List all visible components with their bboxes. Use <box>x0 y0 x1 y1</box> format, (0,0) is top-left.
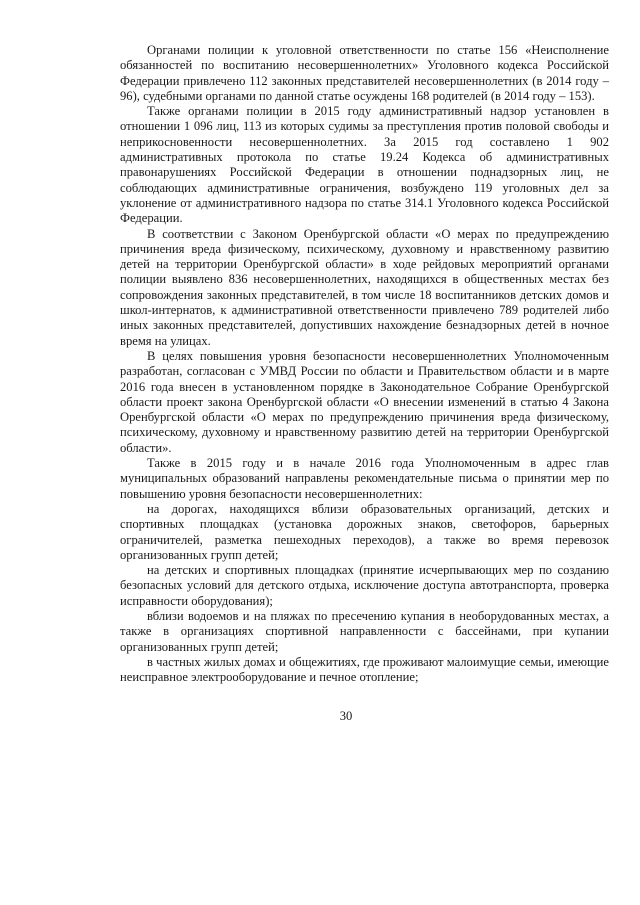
list-item-playgrounds: на детских и спортивных площадках (принятие исчерпывающих мер по созданию безопасных условий для детского отдыха, исключение доступа автотранспорта, проверка исправности оборудования); <box>120 563 609 608</box>
paragraph-administrative-supervision: Также органами полиции в 2015 году административный надзор установлен в отношении 1 096 лиц, 113 из которых судимы за преступления против половой свободы и неприкосновенности несовершеннолетних. За 2015 год составлено 1 902 административных протокола по статье 19.24 Кодекса об административных правонарушениях Российской Федерации в отношении поднадзорных лиц, не соблюдающих административные ограничения, возбуждено 119 уголовных дел за уклонение от административного надзора по статье 314.1 Уголовного кодекса Российской Федерации. <box>120 104 609 226</box>
list-item-water-bodies: вблизи водоемов и на пляжах по пресечению купания в необорудованных местах, а также в организациях спортивной направленности с бассейнами, при купании организованных групп детей; <box>120 608 609 654</box>
paragraph-criminal-liability: Органами полиции к уголовной ответственности по статье 156 «Неисполнение обязанностей по воспитанию несовершеннолетних» Уголовного кодекса Российской Федерации привлечено 112 законных представителей несовершеннолетних (в 2014 году – 96), судебными органами по данной статье осуждены 168 родителей (в 2014 году – 153). <box>120 43 609 103</box>
paragraph-recommendation-letters: Также в 2015 году и в начале 2016 года Уполномоченным в адрес глав муниципальных образований направлены рекомендательные письма о принятии мер по повышению уровня безопасности несовершеннолетних: <box>120 456 609 501</box>
document-body <box>120 43 609 685</box>
paragraph-draft-law: В целях повышения уровня безопасности несовершеннолетних Уполномоченным разработан, согласован с УМВД России по области и Правительством области и в марте 2016 года внесен в установленном порядке в Законодательное Собрание Оренбургской области проект закона Оренбургской области «О внесении изменений в статью 4 Закона Оренбургской области «О мерах по предупреждению причинения вреда физическому, психическому, духовному и нравственному развитию детей на территории Оренбургской области». <box>120 348 609 455</box>
page-number: 30 <box>339 709 353 723</box>
list-item-private-houses: в частных жилых домах и общежитиях, где проживают малоимущие семьи, имеющие неисправное электрооборудование и печное отопление; <box>120 654 609 685</box>
list-item-roads: на дорогах, находящихся вблизи образовательных организаций, детских и спортивных площадках (установка дорожных знаков, светофоров, барьерных ограничителей, разметка пешеходных переходов), а также во время перевозок организованных групп детей; <box>120 501 609 562</box>
paragraph-orenburg-law-raids: В соответствии с Законом Оренбургской области «О мерах по предупреждению причинения вреда физическому, психическому, духовному и нравственному развитию детей на территории Оренбургской области» в ходе рейдовых мероприятий органами полиции выявлено 836 несовершеннолетних, находящихся в общественных местах без сопровождения законных представителей, в том числе 18 воспитанников детских домов и школ-интернатов, к административной ответственности привлечено 789 родителей либо иных законных представителей, допустивших нахождение безнадзорных детей в ночное время на улицах. <box>120 226 609 348</box>
